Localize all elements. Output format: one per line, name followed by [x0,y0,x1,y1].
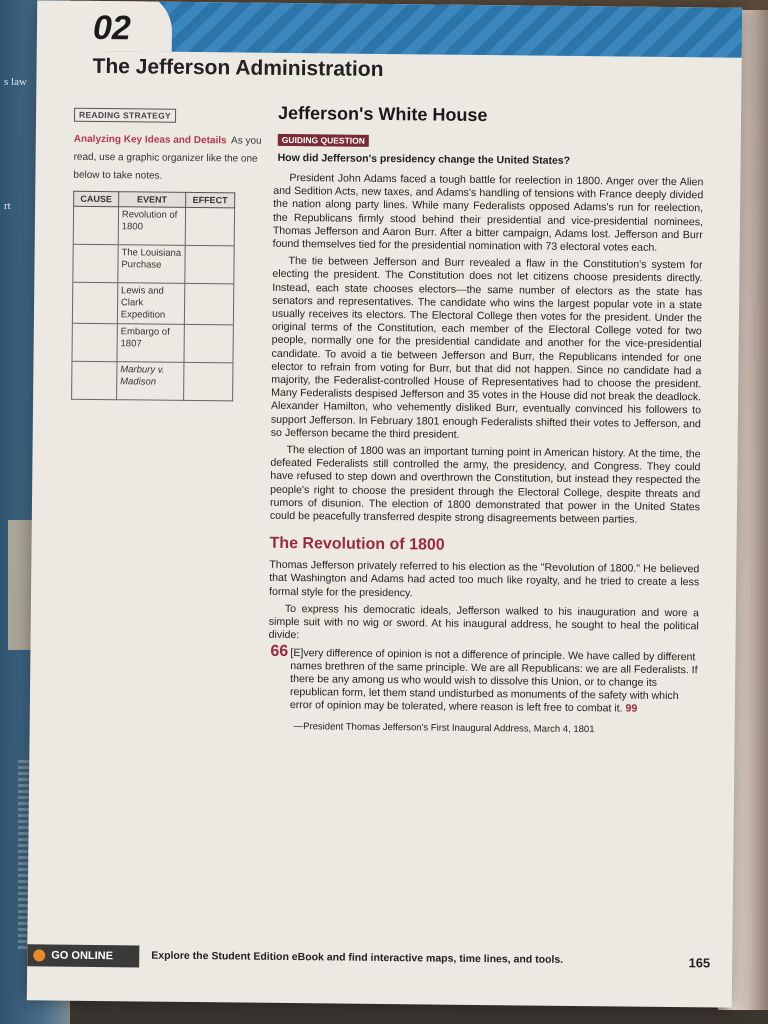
body-paragraph: To express his democratic ideals, Jefferson walked to his inauguration and wore a simple suit with no wig or sword. At his inaugural address, he sought to heal the political divide: [268,602,699,642]
organizer-effect-cell [185,207,235,246]
graphic-organizer [71,191,235,402]
subsection-title: The Revolution of 1800 [269,535,445,554]
textbook-page [27,0,742,1007]
organizer-effect-cell [184,324,234,363]
reading-strategy-text-block [73,129,274,185]
organizer-effect-cell [185,245,235,284]
organizer-event-cell: Lewis and Clark Expedition [117,283,184,325]
reading-strategy-text: As you read, use a graphic organizer like the one below to take notes. [73,135,262,182]
body-paragraph: President John Adams faced a tough battle for reelection in 1800. Anger over the Alien and Sedition Acts, new taxes, and Adams's handling of tensions with France deeply divided the nation along party lines. While many Federalists opposed Adams's run for reelection, the Republicans firmly stood behind their presidential and vice-presidential nominees, Thomas Jefferson and Aaron Burr. After a bitter campaign, Adams lost. Jefferson and Burr found themselves tied for the presidential nomination with 73 electoral votes each. [272,171,704,254]
organizer-effect-cell [183,362,233,401]
organizer-header-row [74,191,235,208]
reading-strategy-badge: READING STRATEGY [74,108,176,123]
organizer-header-cause: CAUSE [74,191,119,206]
page-number: 165 [688,955,711,971]
organizer-cause-cell [72,282,117,323]
go-online-icon [33,949,45,961]
organizer-cause-cell [72,323,117,361]
section-title: Jefferson's White House [277,102,488,126]
body-paragraph: The election of 1800 was an important turning point in American history. At the time, the defeated Federalists still controlled the army, the presidency, and Congress. They could have refused to step down and overthrown the Constitution, but instead they respected the people's right to choose the president through the Electoral College, despite threats and rumors of disunion. The election of 1800 demonstrated that power in the United States could be peacefully transferred despite strong disagreements between parties. [269,444,701,526]
footer-text: Explore the Student Edition eBook and find interactive maps, time lines, and tools. [151,949,564,966]
organizer-header-event: EVENT [118,192,185,208]
chapter-title: The Jefferson Administration [92,54,384,81]
left-page-fragment: rt [4,200,11,212]
organizer-row [73,244,234,284]
open-quote-mark: 66 [270,642,289,660]
organizer-event-cell: Revolution of 1800 [118,207,185,246]
organizer-cause-cell [72,361,117,399]
organizer-cause-cell [73,244,118,282]
close-quote-mark: 99 [625,702,638,715]
body-paragraph: Thomas Jefferson privately referred to his election as the "Revolution of 1800." He believed that Washington and Adams had acted too much like royalty, and he tried to create a less formal style for the presidency. [269,559,700,599]
organizer-event-cell: The Louisiana Purchase [118,245,185,284]
main-content [268,103,705,736]
reading-strategy-heading: Analyzing Key Ideas and Details [73,133,227,147]
quote-text: [E]very difference of opinion is not a difference of principle. We have called by different names brethren of the same principle. We are all Republicans: we are all Federalists. If there be any among us who would wish to dissolve this Union, or to change its republican form, let them stand undisturbed as monuments of the safety with which error of opinion may be tolerated, where reason is left free to combat it. [289,646,698,715]
guiding-question: How did Jefferson's presidency change the United States? [277,151,571,167]
guiding-question-badge: GUIDING QUESTION [278,134,369,147]
organizer-event-cell: Embargo of 1807 [117,324,184,363]
organizer-row [72,361,233,401]
organizer-effect-cell [184,283,234,325]
header-band [97,1,742,58]
organizer-event-cell: Marbury v. Madison [116,362,183,401]
organizer-row [72,323,233,363]
quote-attribution: —President Thomas Jefferson's First Inaugural Address, March 4, 1801 [293,720,595,735]
block-quote [270,642,699,717]
organizer-row [73,206,234,246]
organizer-row [72,282,233,325]
chapter-number: 02 [92,8,131,48]
reading-strategy-sidebar [71,105,274,402]
left-page-fragment: s law [4,76,27,88]
organizer-header-effect: EFFECT [185,192,234,208]
go-online-badge[interactable] [27,944,139,967]
body-paragraph: The tie between Jefferson and Burr revealed a flaw in the Constitution's system for electing the president. The Constitution does not let citizens choose presidents directly. Instead, each state chooses electors—the same number of electors as the state has senators and representatives. The candidate who wins the largest popular vote in a state usually receives its electors. The Electoral College then votes for the president. Under the original terms of the Constitution, each member of the Electoral College voted for two people, normally one for the presidential candidate and another for the vice-presidential candidate. To avoid a tie between Jefferson and Burr, the Republicans intended for one elector to refrain from voting for Burr, but that did not happen. Since no candidate had a majority, the Federalist-controlled House of Representatives had to choose the president. Many Federalists despised Jefferson and 35 votes in the House did not break the deadlock. Alexander Hamilton, who vehemently disliked Burr, eventually convinced his followers to support Jefferson. In February 1801 enough Federalists shifted their votes to Jefferson, and so Jefferson became the third president. [270,255,703,441]
page-footer [27,938,732,977]
organizer-cause-cell [73,206,118,244]
go-online-label: GO ONLINE [51,949,114,963]
